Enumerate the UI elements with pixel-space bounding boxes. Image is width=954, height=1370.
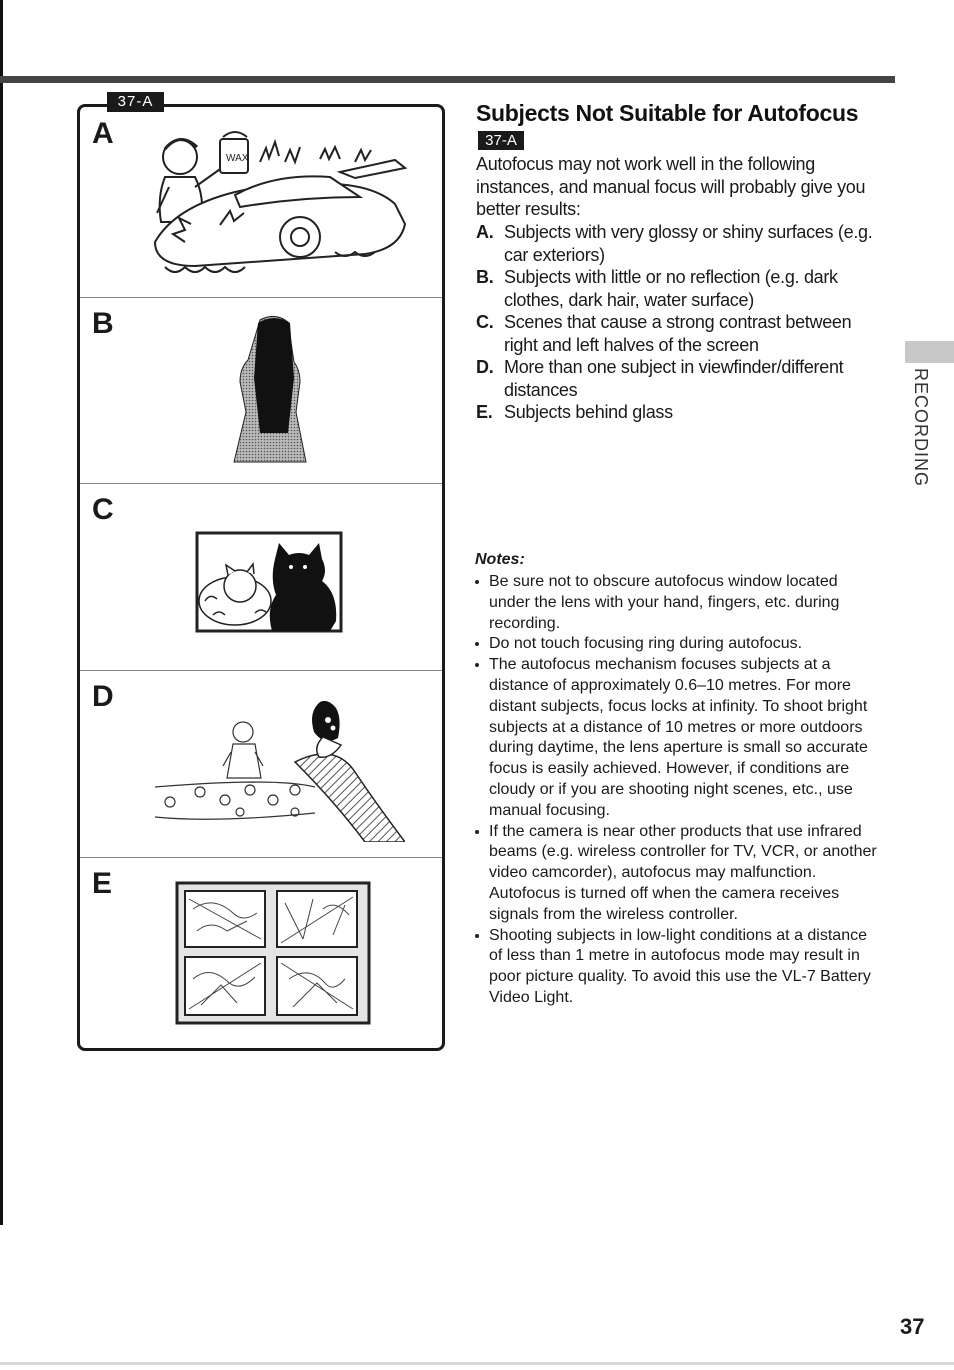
- note-item: The autofocus mechanism focuses subjects at a distance of approximately 0.6–10 metres. For more distant subjects, focus locks at infinity. To shoot bright subjects at a distance of 10 metres or more outdoors during daytime, the lens aperture is small so accurate focus is easily achieved. However, if conditions are cloudy or if you are shooting night scenes, etc., use manual focusing.: [472, 655, 882, 821]
- case-text: Scenes that cause a strong contrast between right and left halves of the screen: [504, 312, 852, 355]
- panel-letter: D: [92, 680, 114, 713]
- note-item: Be sure not to obscure autofocus window located under the lens with your hand, fingers, etc. during recording.: [472, 572, 882, 634]
- panel-a: [80, 107, 442, 298]
- case-letter: D.: [476, 357, 494, 377]
- panel-b: [80, 297, 442, 484]
- window-glass-icon: [173, 879, 373, 1027]
- bucket-label: WAX: [226, 153, 249, 164]
- panel-e: [80, 857, 442, 1048]
- notes-title: Notes:: [475, 551, 525, 568]
- side-tab: [905, 341, 954, 363]
- note-item: If the camera is near other products that use infrared beams (e.g. wireless controller for TV, VCR, or another video camcorder), autofocus may malfunction. Autofocus is turned off when the camera receives signals from the wireless controller.: [472, 822, 882, 926]
- cats-contrast-icon: [195, 531, 345, 635]
- case-letter: A.: [476, 222, 494, 242]
- page-number: 37: [900, 1314, 925, 1339]
- panel-letter: C: [92, 493, 114, 526]
- panel-letter: B: [92, 307, 114, 340]
- section-tag: 37-A: [478, 131, 524, 150]
- top-rule: [0, 76, 895, 83]
- case-letter: B.: [476, 267, 494, 287]
- section-title: Subjects Not Suitable for Autofocus: [476, 100, 859, 126]
- list-item: [476, 311, 886, 356]
- list-item: [476, 356, 886, 401]
- intro-text: Autofocus may not work well in the following instances, and manual focus will probably give you better results:: [476, 154, 866, 219]
- side-label: RECORDING: [911, 368, 931, 488]
- figure-panel: [77, 104, 445, 1051]
- notes-list: [472, 572, 882, 1009]
- case-text: More than one subject in viewfinder/different distances: [504, 357, 844, 400]
- note-item: Do not touch focusing ring during autofocus.: [472, 634, 882, 655]
- list-item: [476, 221, 886, 266]
- case-list: [476, 221, 886, 424]
- panel-letter: E: [92, 867, 113, 900]
- panel-letter: A: [92, 117, 114, 150]
- case-letter: E.: [476, 402, 493, 422]
- bottom-edge: [0, 1362, 954, 1365]
- case-text: Subjects with little or no reflection (e.g. dark clothes, dark hair, water surface): [504, 267, 838, 310]
- panel-d: [80, 670, 442, 858]
- list-item: [476, 401, 886, 424]
- case-text: Subjects with very glossy or shiny surfaces (e.g. car exteriors): [504, 222, 873, 265]
- girl-butterfly-icon: [145, 692, 405, 842]
- case-letter: C.: [476, 312, 494, 332]
- car-wax-icon: [125, 117, 425, 297]
- figure-tag: 37-A: [107, 92, 164, 112]
- list-item: [476, 266, 886, 311]
- note-item: Shooting subjects in low-light conditions at a distance of less than 1 metre in autofocus mode may result in poor picture quality. To avoid this use the VL-7 Battery Video Light.: [472, 926, 882, 1009]
- page-edge: [0, 0, 3, 1225]
- panel-c: [80, 483, 442, 671]
- dark-hair-woman-icon: [230, 315, 320, 465]
- case-text: Subjects behind glass: [504, 402, 673, 422]
